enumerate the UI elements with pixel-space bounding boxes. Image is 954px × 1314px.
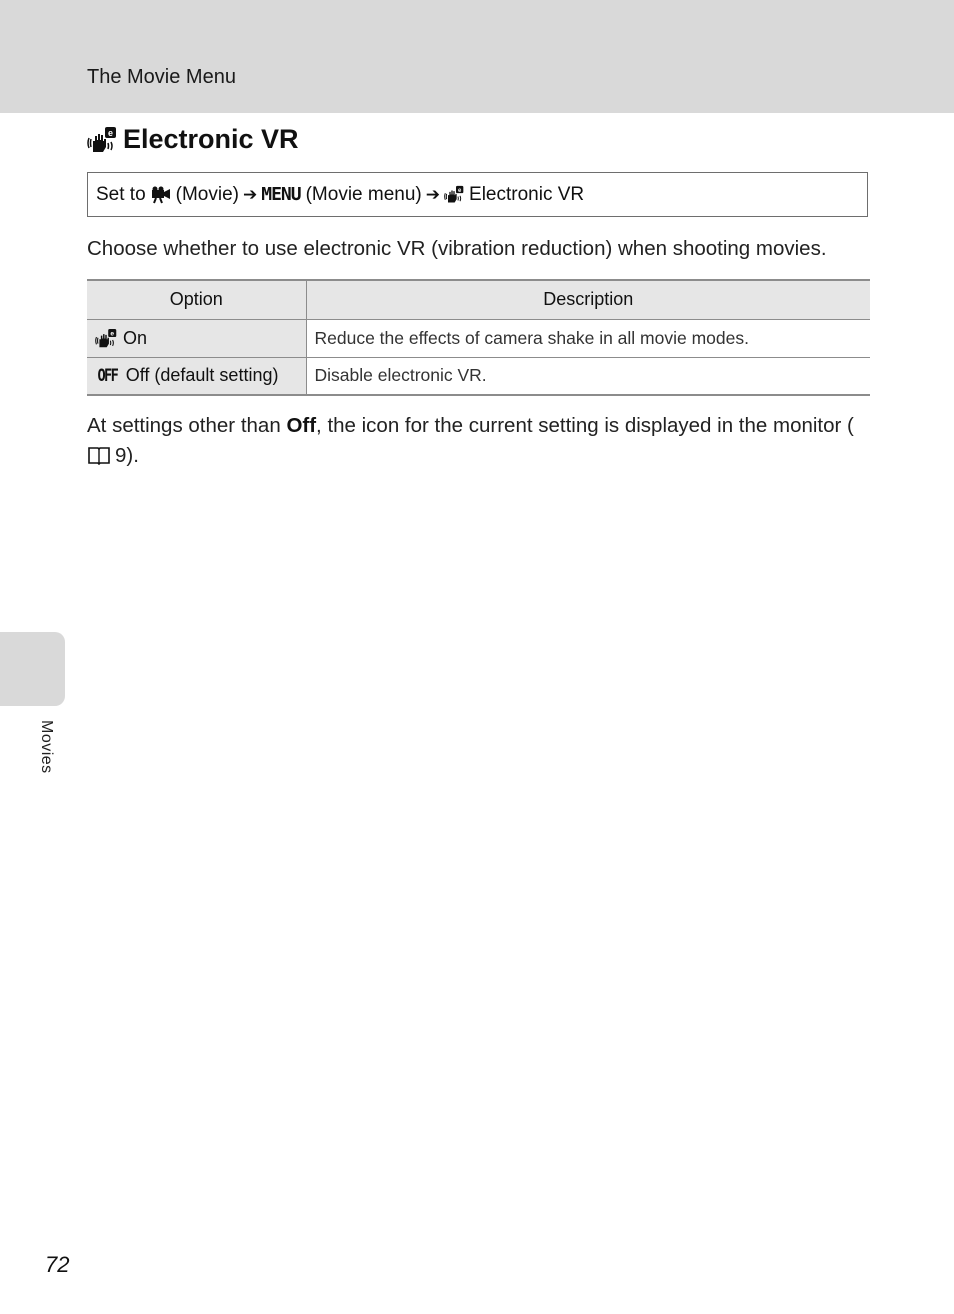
electronic-vr-icon: [444, 185, 464, 204]
description-cell: Reduce the effects of camera shake in all movie modes.: [306, 319, 870, 357]
movie-camera-icon: [151, 186, 171, 204]
note-text: , the icon for the current setting is displayed in the monitor (: [316, 414, 854, 437]
electronic-vr-icon: [87, 126, 117, 154]
menu-navigation-path: [87, 172, 868, 217]
option-cell: [87, 319, 306, 357]
svg-text:e: e: [110, 330, 115, 338]
intro-paragraph: Choose whether to use electronic VR (vibration reduction) when shooting movies.: [87, 237, 827, 260]
menu-button-icon: MENU: [261, 184, 301, 205]
page-number: 72: [45, 1252, 70, 1277]
note-text: At settings other than: [87, 414, 287, 437]
section-title: Electronic VR: [123, 124, 299, 154]
chapter-label: Movies: [38, 720, 55, 774]
note-bold-off: Off: [286, 414, 317, 437]
option-cell: [87, 357, 306, 395]
chapter-tab: [0, 632, 65, 706]
page-reference: 9: [115, 444, 127, 467]
column-header-option: Option: [87, 280, 306, 319]
nav-prefix: Set to: [96, 183, 146, 205]
description-cell: Disable electronic VR.: [306, 357, 870, 395]
vr-off-icon: OFF: [97, 365, 118, 386]
nav-menu-label: (Movie menu): [305, 183, 422, 205]
arrow-right-icon: ➔: [425, 184, 441, 204]
section-heading: [87, 124, 299, 155]
note-text: ).: [126, 444, 139, 467]
arrow-right-icon: ➔: [243, 184, 258, 204]
svg-text:e: e: [458, 187, 462, 194]
book-icon: [87, 445, 111, 465]
table-row: [87, 357, 870, 395]
option-label: Off (default setting): [125, 365, 279, 386]
header-band: [0, 0, 954, 113]
table-header-row: [87, 280, 870, 319]
option-label: On: [123, 327, 148, 348]
note-paragraph: [87, 411, 867, 471]
column-header-description: Description: [306, 280, 870, 319]
vr-on-icon: [95, 328, 117, 349]
running-header: The Movie Menu: [87, 66, 236, 88]
nav-final-label: Electronic VR: [469, 183, 585, 205]
options-table: [87, 279, 870, 396]
svg-text:e: e: [107, 127, 114, 138]
nav-movie-label: (Movie): [175, 183, 239, 205]
table-row: [87, 319, 870, 357]
